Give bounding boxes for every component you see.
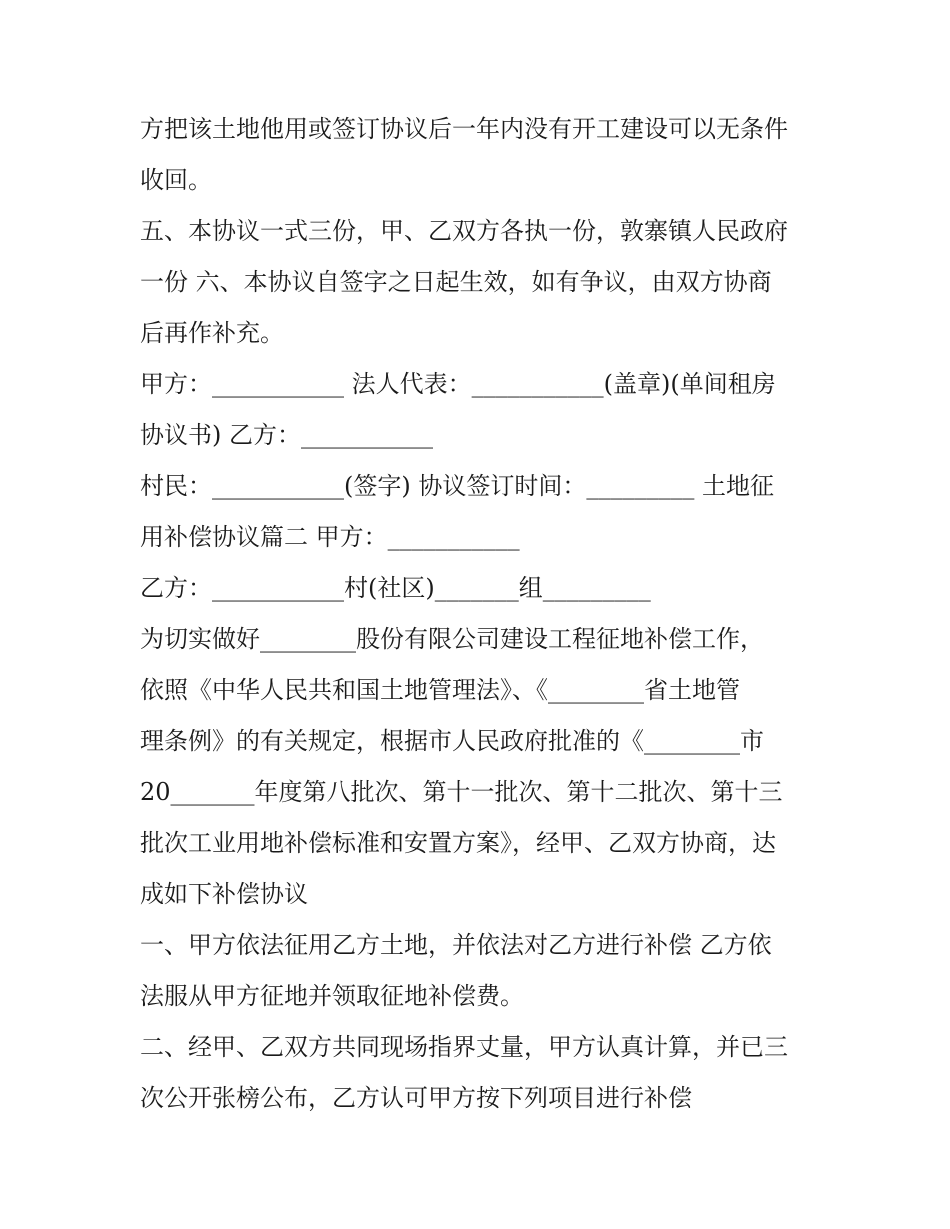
text-line: 为切实做好________股份有限公司建设工程征地补偿工作， [140,625,764,653]
text-line: 村民：___________(签字) 协议签订时间：_________ 土地征 [140,472,774,500]
text-line: 协议书) 乙方：___________ [140,421,433,449]
text-line: 批次工业用地补偿标准和安置方案》，经甲、乙双方协商，达 [140,829,776,857]
text-line: 五、本协议一式三份，甲、乙双方各执一份，敦寨镇人民政府 [140,217,788,245]
text-line: 理条例》的有关规定，根据市人民政府批准的《________市 [140,727,764,755]
document-body [140,104,820,1124]
text-line: 一份 六、本协议自签字之日起生效，如有争议，由双方协商 [140,268,772,296]
text-line: 用补偿协议篇二 甲方：___________ [140,523,520,551]
text-line: 方把该土地他用或签订协议后一年内没有开工建设可以无条件 [140,115,788,143]
text-line: 法服从甲方征地并领取征地补偿费。 [140,982,524,1010]
text-line: 收回。 [140,166,212,194]
text-line: 二、经甲、乙双方共同现场指界丈量，甲方认真计算，并已三 [140,1033,788,1061]
text-line: 依照《中华人民共和国土地管理法》、《________省土地管 [140,676,740,704]
text-line: 次公开张榜公布，乙方认可甲方按下列项目进行补偿 [140,1084,692,1112]
text-line: 20_______年度第八批次、第十一批次、第十二批次、第十三 [140,778,783,806]
text-line: 后再作补充。 [140,319,284,347]
text-line: 一、甲方依法征用乙方土地，并依法对乙方进行补偿 乙方依 [140,931,772,959]
text-line: 成如下补偿协议 [140,880,308,908]
text-line: 乙方：___________村(社区)_______组_________ [140,574,651,602]
text-line: 甲方：___________ 法人代表：___________(盖章)(单间租房 [140,370,776,398]
